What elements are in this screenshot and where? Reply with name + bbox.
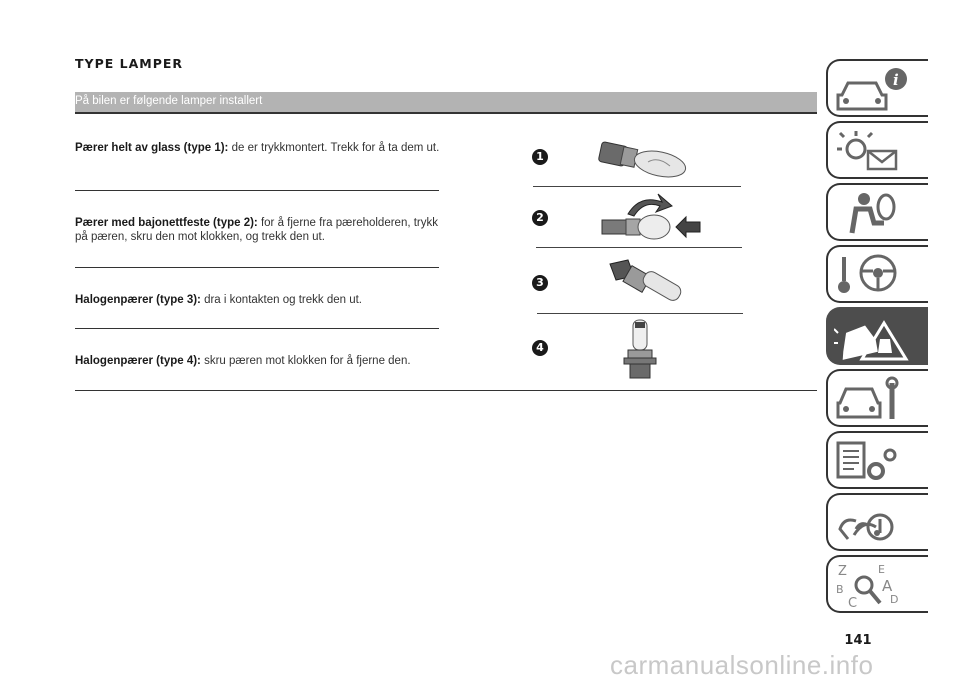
svg-text:C: C (848, 596, 858, 611)
bulb-type-4-paragraph (75, 354, 443, 368)
tab-index[interactable] (826, 555, 928, 613)
section-title: TYPE LAMPER (75, 56, 184, 71)
figure-number-4: 4 (532, 340, 548, 356)
airbag-seat-icon (834, 189, 914, 239)
tab-service-maintenance[interactable] (826, 369, 928, 427)
figure-divider (533, 186, 741, 187)
section-banner (75, 92, 817, 114)
car-maintenance-wrench-icon (834, 375, 914, 425)
alphabetical-index-icon (834, 561, 914, 611)
section-end-rule (75, 390, 817, 391)
divider (75, 267, 439, 268)
bulb-type-2-illustration (598, 192, 703, 244)
bulb-type-2-paragraph (75, 216, 443, 244)
bulb-type-4-label: Halogenpærer (type 4): (75, 355, 201, 367)
bulb-type-2-label: Pærer med bajonettfeste (type 2): (75, 217, 258, 229)
figure-divider (536, 247, 742, 248)
bulb-type-2-text: for å fjerne fra pæreholderen, trykk på pæren, skru den mot klokken, og trekk den ut. (75, 217, 439, 243)
divider (75, 328, 439, 329)
tab-starting-driving[interactable] (826, 245, 928, 303)
page-number: 141 (844, 633, 872, 648)
figure-divider (537, 313, 743, 314)
bulb-type-3-illustration (608, 258, 688, 308)
steering-wheel-key-icon (834, 251, 914, 301)
bulb-type-1-illustration (598, 138, 690, 180)
bulb-type-3-paragraph (75, 293, 443, 307)
svg-text:i: i (893, 71, 899, 89)
tab-multimedia[interactable] (826, 493, 928, 551)
figure-number-2: 2 (532, 210, 548, 226)
svg-text:Z: Z (838, 564, 847, 579)
figure-number-3: 3 (532, 275, 548, 291)
svg-text:A: A (882, 577, 893, 595)
tab-technical-data[interactable] (826, 431, 928, 489)
banner-text: På bilen er følgende lamper installert (75, 95, 263, 107)
figure-number-1: 1 (532, 149, 548, 165)
svg-text:D: D (890, 593, 899, 606)
bulb-type-1-paragraph (75, 141, 443, 155)
tab-emergency[interactable] (826, 307, 928, 365)
tab-safety[interactable] (826, 183, 928, 241)
bulb-type-3-text: dra i kontakten og trekk den ut. (200, 294, 362, 306)
bulb-type-4-text: skru pæren mot klokken for å fjerne den. (200, 355, 411, 367)
svg-text:B: B (836, 583, 844, 596)
car-info-icon (834, 65, 914, 115)
bulb-type-1-label: Pærer helt av glass (type 1): (75, 142, 229, 154)
divider (75, 190, 439, 191)
technical-data-gear-icon (834, 437, 914, 487)
dashboard-lights-message-icon (834, 127, 914, 177)
bulb-type-3-label: Halogenpærer (type 3): (75, 294, 201, 306)
tab-car-info[interactable] (826, 59, 928, 117)
car-breakdown-warning-icon (834, 313, 914, 363)
watermark: carmanualsonline.info (610, 650, 874, 680)
bulb-type-1-text: de er trykkmontert. Trekk for å ta dem ut. (228, 142, 440, 154)
tab-dashboard-lights[interactable] (826, 121, 928, 179)
bulb-type-4-illustration (620, 318, 660, 382)
multimedia-icon (834, 499, 914, 549)
svg-text:E: E (878, 563, 885, 576)
